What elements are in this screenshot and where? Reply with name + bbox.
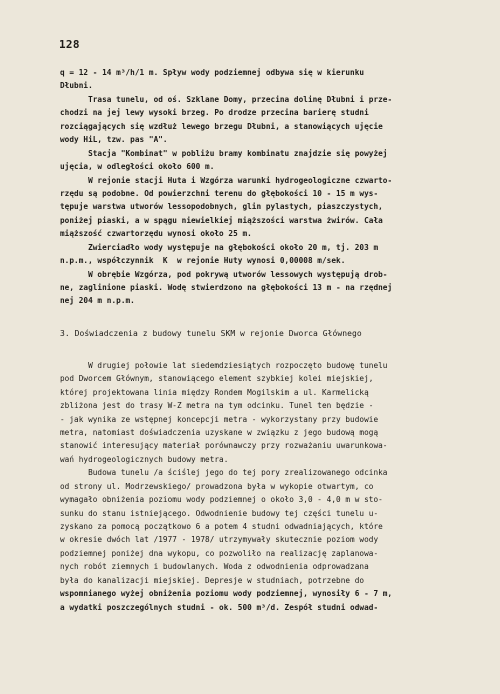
- text-line: wspomnianego wyżej obniżenia poziomu wody podziemnej, wynosiły 6 - 7 m,: [60, 589, 393, 599]
- text-line: stanowić interesujący materiał porównawczy przy rozważaniu uwarunkowa-: [60, 441, 388, 451]
- text-line: rozciągających się wzdłuż lewego brzegu Dłubni, a stanowiących ujęcie: [60, 121, 383, 131]
- text-line: Zwierciadło wody występuje na głębokości około 20 m, tj. 203 m: [60, 242, 379, 252]
- page-number: 128: [59, 38, 80, 51]
- text-line: zyskano za pomocą początkowo 6 a potem 4 studni odwadniających, które: [60, 522, 383, 531]
- text-line: Stacja "Kombinat" w pobliżu bramy kombinatu znajdzie się powyżej: [60, 148, 388, 158]
- text-line: metra, natomiast doświadczenia uzyskane w związku z jego budową mogą: [60, 427, 379, 437]
- text-line: nej 204 m n.p.m.: [60, 296, 135, 306]
- text-line: rzędu są podobne. Od powierzchni terenu do głębokości 10 - 15 m wys-: [60, 188, 379, 198]
- text-line: wymagało obniżenia poziomu wody podziemnej o około 3,0 - 4,0 m w sto-: [60, 495, 383, 505]
- text-line: w okresie dwóch lat /1977 - 1978/ utrzymywały skutecznie poziom wody: [60, 535, 379, 545]
- text-line: nych robót ziemnych i budowlanych. Woda z odwodnienia odprowadzana: [60, 562, 369, 572]
- paragraph-2: [60, 93, 432, 147]
- text-line: poniżej piaski, a w spągu niewielkiej miąższości warstwa żwirów. Cała: [60, 215, 383, 225]
- text-line: ujęcia, w odległości około 600 m.: [60, 162, 215, 172]
- text-line: W drugiej połowie lat siedemdziesiątych rozpoczęto budowę tunelu: [60, 360, 388, 370]
- text-line: - jak wynika ze wstępnej koncepcji metra - wykorzystany przy budowie: [60, 414, 379, 424]
- text-line: była do kanalizacji miejskiej. Depresje w studniach, potrzebne do: [60, 575, 365, 585]
- text-line: wody HiL, tzw. pas "A".: [60, 135, 168, 145]
- text-line: której projektowana linia między Rondem Mogilskim a ul. Karmelicką: [60, 387, 369, 397]
- paragraph-6: [60, 268, 432, 308]
- text-line: W rejonie stacji Huta i Wzgórza warunki hydrogeologiczne czwarto-: [60, 175, 393, 185]
- text-line: q = 12 - 14 m³/h/1 m. Spływ wody podziemnej odbywa się w kierunku: [60, 68, 365, 77]
- text-line: Budowa tunelu /a ściślej jego do tej pory zrealizowanego odcinka: [60, 468, 388, 478]
- text-line: n.p.m., współczynnik K w rejonie Huty wynosi 0,00008 m/sek.: [60, 256, 346, 266]
- text-line: podziemnej poniżej dna wykopu, co pozwoliło na realizację zaplanowa-: [60, 548, 379, 558]
- section-heading: 3. Doświadczenia z budowy tunelu SKM w rejonie Dworca Głównego: [60, 329, 362, 339]
- text-line: W obrębie Wzgórza, pod pokrywą utworów lessowych występują drob-: [60, 269, 388, 279]
- text-line: ne, zaglinione piaski. Wodę stwierdzono na głębokości 13 m - na rzędnej: [60, 283, 393, 292]
- text-line: sunku do stanu istniejącego. Odwodnienie budowy tej części tunelu u-: [60, 508, 379, 518]
- text-line: miąższość czwartorzędu wynosi około 25 m.: [60, 229, 252, 239]
- text-line: pod Dworcem Głównym, stanowiącego element szybkiej kolei miejskiej,: [60, 374, 374, 384]
- body-text: [60, 66, 432, 614]
- text-line: od strony ul. Modrzewskiego/ prowadzona była w wykopie otwartym, co: [60, 481, 374, 491]
- paragraph-7: [60, 359, 432, 467]
- text-line: Dłubni.: [60, 81, 93, 91]
- paragraph-3: [60, 147, 432, 174]
- paragraph-4: [60, 174, 432, 241]
- paragraph-1: [60, 66, 432, 93]
- text-line: zbliżona jest do trasy W-Z metra na tym odcinku. Tunel ten będzie -: [60, 401, 374, 411]
- text-line: wań hydrogeologicznych budowy metra.: [60, 454, 229, 464]
- text-line: Trasa tunelu, od oś. Szklane Domy, przecina dolinę Dłubni i prze-: [60, 94, 393, 104]
- paragraph-8: [60, 466, 432, 614]
- text-line: a wydatki poszczególnych studni - ok. 500 m³/d. Zespół studni odwad-: [60, 602, 379, 612]
- text-line: tępuje warstwa utworów lessopodobnych, glin pylastych, piaszczystych,: [60, 202, 383, 212]
- text-line: chodzi na jej lewy wysoki brzeg. Po drodze przecina barierę studni: [60, 108, 369, 118]
- paragraph-5: [60, 241, 432, 268]
